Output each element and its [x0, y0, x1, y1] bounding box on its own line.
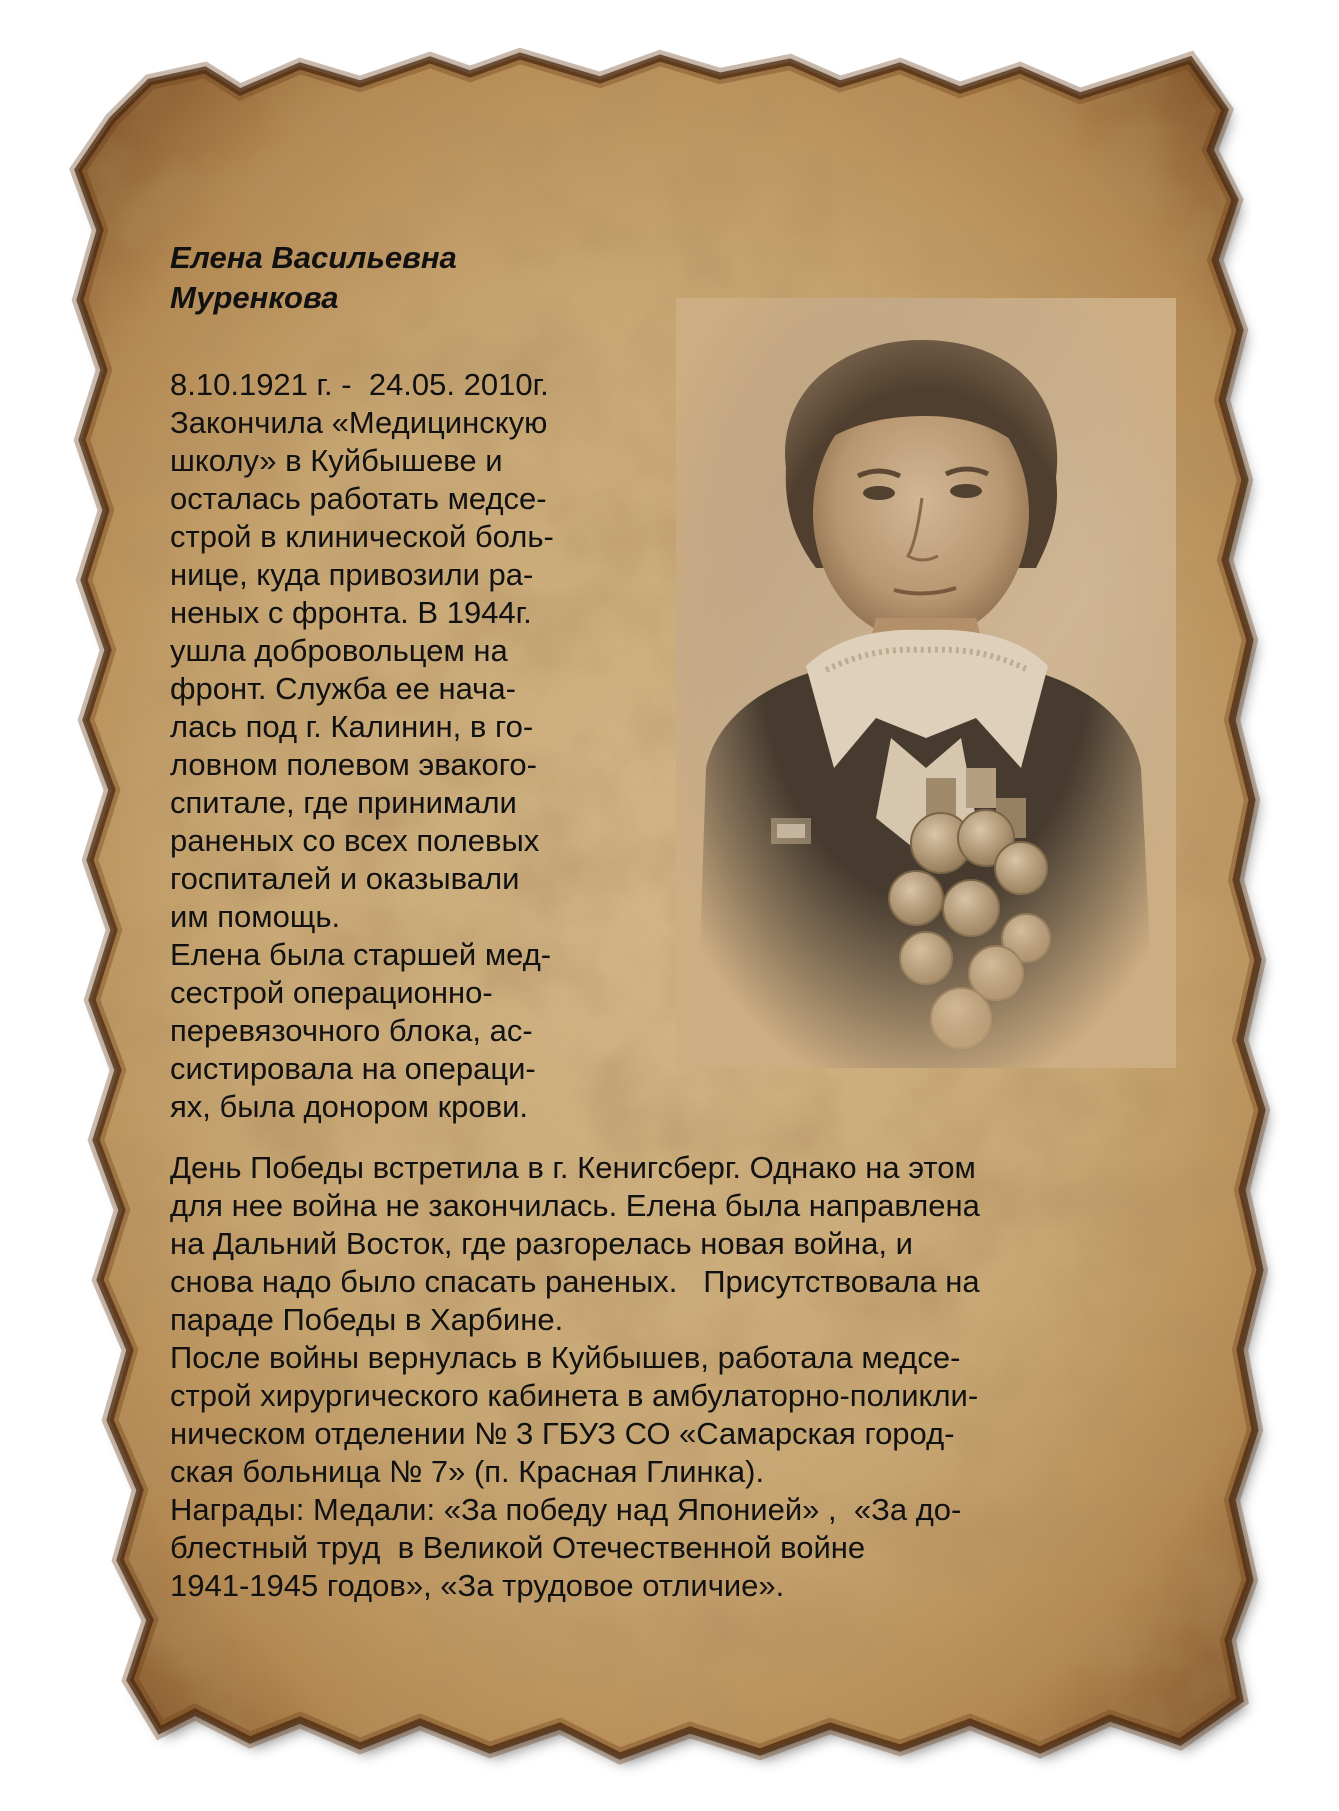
- bio-line: сестрой операционно-: [170, 975, 493, 1010]
- bio-line: нице, куда привозили ра-: [170, 557, 534, 592]
- bio-line: параде Победы в Харбине.: [170, 1302, 564, 1337]
- person-name-last: Муренкова: [170, 280, 339, 315]
- bio-line: День Победы встретила в г. Кенигсберг. Однако на этом: [170, 1150, 976, 1185]
- bio-line: ская больница № 7» (п. Красная Глинка).: [170, 1454, 765, 1489]
- bio-line: систировала на операци-: [170, 1051, 536, 1086]
- portrait-photo: [676, 298, 1176, 1068]
- bio-line: строй хирургического кабинета в амбулаторно-поликли-: [170, 1378, 979, 1413]
- bio-line: им помощь.: [170, 899, 341, 934]
- bio-line: Закончила «Медицинскую: [170, 405, 548, 440]
- bio-line: осталась работать медсе-: [170, 481, 547, 516]
- bio-line: строй в клинической боль-: [170, 519, 554, 554]
- person-name-first: Елена Васильевна: [170, 240, 457, 275]
- bio-line: фронт. Служба ее нача-: [170, 671, 516, 706]
- bio-line: неных с фронта. В 1944г.: [170, 595, 532, 630]
- bio-line: 8.10.1921 г. - 24.05. 2010г.: [170, 367, 549, 402]
- portrait-photo-icon: [676, 298, 1176, 1068]
- bio-line: на Дальний Восток, где разгорелась новая война, и: [170, 1226, 913, 1261]
- bio-line: раненых со всех полевых: [170, 823, 540, 858]
- bio-line: блестный труд в Великой Отечественной войне: [170, 1530, 866, 1565]
- bio-line: ушла добровольцем на: [170, 633, 508, 668]
- bio-line: ловном полевом эвакого-: [170, 747, 537, 782]
- bio-line: для нее война не закончилась. Елена была направлена: [170, 1188, 980, 1223]
- bio-line: Награды: Медали: «За победу над Японией» , «За до-: [170, 1492, 962, 1527]
- bio-line: лась под г. Калинин, в го-: [170, 709, 534, 744]
- bio-line: 1941-1945 годов», «За трудовое отличие».: [170, 1568, 785, 1603]
- person-name: [170, 238, 457, 318]
- bio-line: ях, была донором крови.: [170, 1089, 529, 1124]
- bio-line: После войны вернулась в Куйбышев, работала медсе-: [170, 1340, 961, 1375]
- bio-line: снова надо было спасать раненых. Присутствовала на: [170, 1264, 980, 1299]
- bio-line: Елена была старшей мед-: [170, 937, 552, 972]
- bio-line: перевязочного блока, ас-: [170, 1013, 533, 1048]
- bio-line: спитале, где принимали: [170, 785, 517, 820]
- bio-line: ническом отделении № 3 ГБУЗ СО «Самарская город-: [170, 1416, 955, 1451]
- bio-line: школу» в Куйбышеве и: [170, 443, 503, 478]
- bio-line: госпиталей и оказывали: [170, 861, 520, 896]
- biography-top: [170, 366, 670, 1126]
- biography-bottom: [170, 1149, 1200, 1605]
